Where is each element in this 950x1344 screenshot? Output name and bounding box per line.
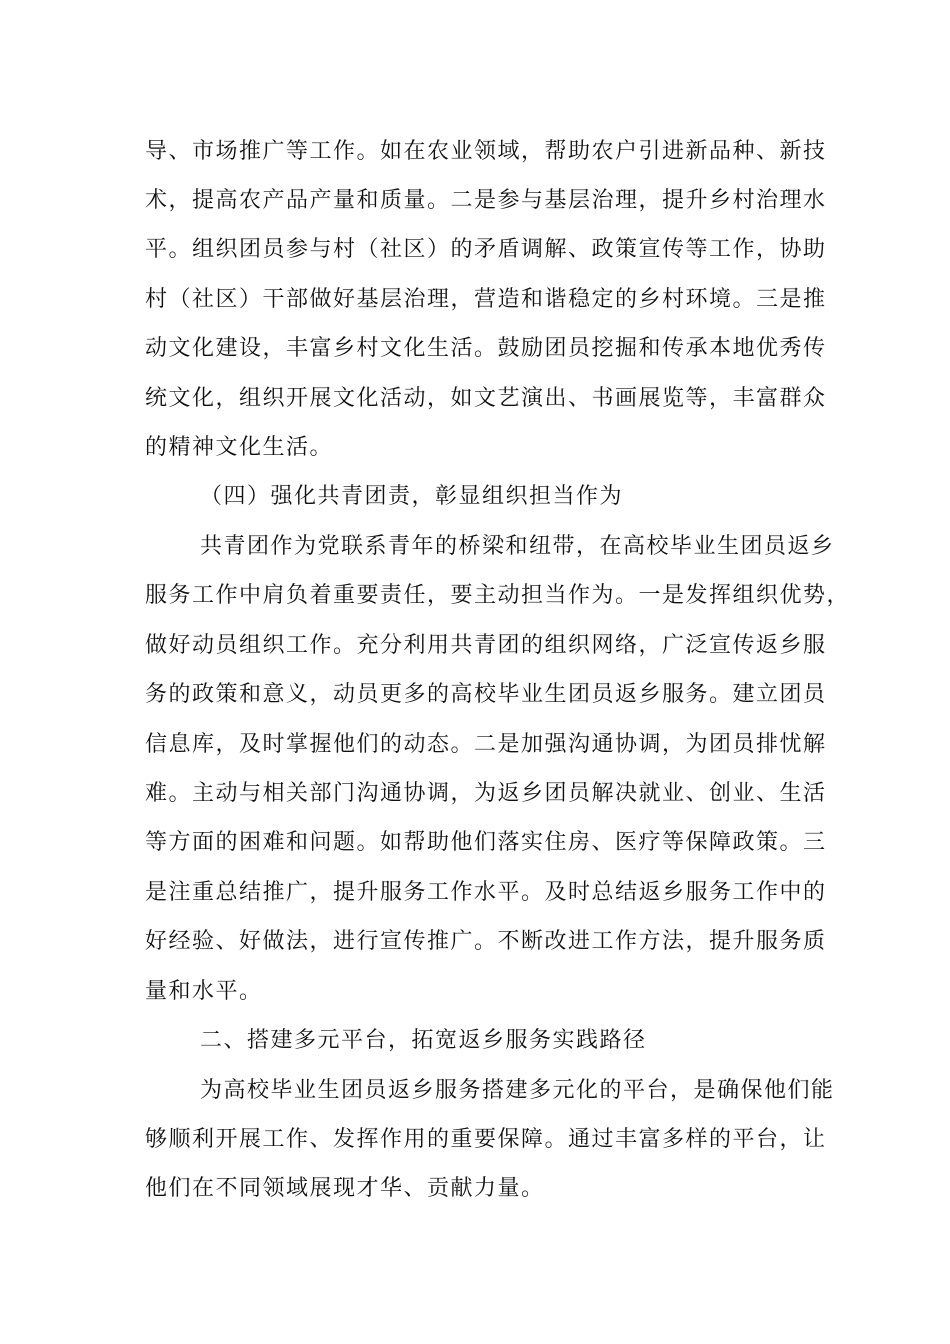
text-line: 他们在不同领域展现才华、贡献力量。 — [145, 1176, 545, 1201]
text-line: 统文化，组织开展文化活动，如文艺演出、书画展览等，丰富群众 — [145, 386, 827, 411]
text-line: 好经验、好做法，进行宣传推广。不断改进工作方法，提升服务质 — [145, 929, 827, 954]
text-line: 难。主动与相关部门沟通协调，为返乡团员解决就业、创业、生活 — [145, 781, 827, 806]
text-line: 平。组织团员参与村（社区）的矛盾调解、政策宣传等工作，协助 — [145, 237, 827, 262]
text-line: 村（社区）干部做好基层治理，营造和谐稳定的乡村环境。三是推 — [145, 287, 827, 312]
text-line: 共青团作为党联系青年的桥梁和纽带，在高校毕业生团员返乡 — [200, 534, 835, 559]
text-line: 为高校毕业生团员返乡服务搭建多元化的平台，是确保他们能 — [200, 1078, 835, 1103]
text-line: 够顺利开展工作、发挥作用的重要保障。通过丰富多样的平台，让 — [145, 1127, 827, 1152]
section-heading: （四）强化共青团责，彰显组织担当作为 — [200, 484, 624, 509]
text-line: 等方面的困难和问题。如帮助他们落实住房、医疗等保障政策。三 — [145, 830, 827, 855]
text-line: 的精神文化生活。 — [145, 435, 334, 460]
text-line: 导、市场推广等工作。如在农业领域，帮助农户引进新品种、新技 — [145, 139, 827, 164]
text-line: 信息库，及时掌握他们的动态。二是加强沟通协调，为团员排忧解 — [145, 732, 827, 757]
section-heading: 二、搭建多元平台，拓宽返乡服务实践路径 — [200, 1028, 647, 1053]
text-line: 服务工作中肩负着重要责任，要主动担当作为。一是发挥组织优势， — [145, 583, 851, 608]
text-line: 量和水平。 — [145, 979, 263, 1004]
text-line: 做好动员组织工作。充分利用共青团的组织网络，广泛宣传返乡服 — [145, 633, 827, 658]
text-line: 务的政策和意义，动员更多的高校毕业生团员返乡服务。建立团员 — [145, 682, 827, 707]
text-line: 动文化建设，丰富乡村文化生活。鼓励团员挖掘和传承本地优秀传 — [145, 336, 827, 361]
text-line: 术，提高农产品产量和质量。二是参与基层治理，提升乡村治理水 — [145, 188, 827, 213]
text-line: 是注重总结推广，提升服务工作水平。及时总结返乡服务工作中的 — [145, 880, 827, 905]
